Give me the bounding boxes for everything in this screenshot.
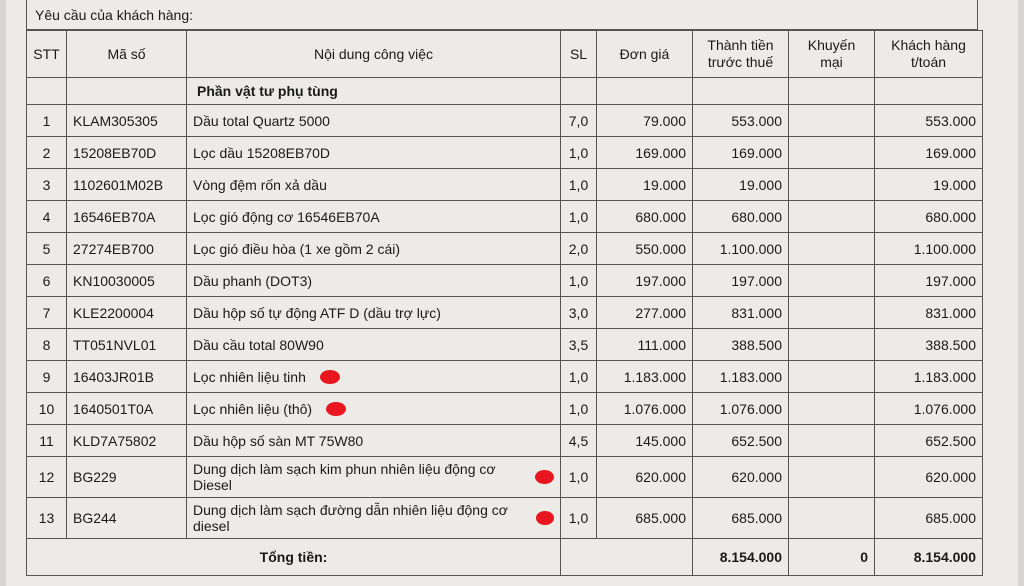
row-pretax-amount: 388.500: [693, 329, 789, 361]
row-pretax-amount: 1.076.000: [693, 393, 789, 425]
row-description-text: Dung dịch làm sạch kim phun nhiên liệu động cơ Diesel: [193, 461, 496, 493]
row-unit-price: 111.000: [597, 329, 693, 361]
row-description-text: Vòng đệm rốn xả dầu: [193, 176, 327, 193]
row-description-text: Lọc nhiên liệu (thô): [193, 400, 313, 417]
row-promotion: [789, 498, 875, 539]
row-quantity: 1,0: [561, 201, 597, 233]
row-promotion: [789, 297, 875, 329]
row-promotion: [789, 137, 875, 169]
row-promotion: [789, 265, 875, 297]
row-description: [187, 457, 561, 498]
row-code: KLAM305305: [67, 105, 187, 137]
row-unit-price: 277.000: [597, 297, 693, 329]
row-promotion: [789, 105, 875, 137]
invoice-sheet: [6, 0, 1018, 586]
row-code: TT051NVL01: [67, 329, 187, 361]
row-unit-price: 19.000: [597, 169, 693, 201]
row-code: 15208EB70D: [67, 137, 187, 169]
header-customer-pays: Khách hàng t/toán: [875, 31, 983, 78]
row-unit-price: 620.000: [597, 457, 693, 498]
header-code: Mã số: [67, 31, 187, 78]
row-description: [187, 498, 561, 539]
row-pretax-amount: 169.000: [693, 137, 789, 169]
row-stt: 11: [27, 425, 67, 457]
row-description: [187, 393, 561, 425]
total-pretax: 8.154.000: [693, 539, 789, 576]
row-customer-pays: 680.000: [875, 201, 983, 233]
table-row: [27, 393, 983, 425]
row-customer-pays: 652.500: [875, 425, 983, 457]
row-code: KLE2200004: [67, 297, 187, 329]
row-description-text: Dung dịch làm sạch đường dẫn nhiên liệu động cơ diesel: [193, 502, 508, 534]
red-marker-dot: [320, 370, 340, 384]
row-pretax-amount: 831.000: [693, 297, 789, 329]
row-pretax-amount: 553.000: [693, 105, 789, 137]
row-quantity: 2,0: [561, 233, 597, 265]
row-quantity: 3,5: [561, 329, 597, 361]
row-pretax-amount: 1.183.000: [693, 361, 789, 393]
total-promotion: 0: [789, 539, 875, 576]
row-code: 27274EB700: [67, 233, 187, 265]
row-promotion: [789, 457, 875, 498]
row-stt: 12: [27, 457, 67, 498]
row-description-text: Dầu hộp số sàn MT 75W80: [193, 432, 364, 449]
row-quantity: 1,0: [561, 137, 597, 169]
table-row: [27, 233, 983, 265]
row-code: 1102601M02B: [67, 169, 187, 201]
table-row: [27, 297, 983, 329]
row-promotion: [789, 425, 875, 457]
row-description-text: Lọc gió điều hòa (1 xe gồm 2 cái): [193, 240, 401, 257]
row-promotion: [789, 169, 875, 201]
row-customer-pays: 620.000: [875, 457, 983, 498]
row-description: [187, 169, 561, 201]
row-description-text: Dầu total Quartz 5000: [193, 112, 330, 129]
row-pretax-amount: 652.500: [693, 425, 789, 457]
parts-table: [26, 30, 983, 576]
row-pretax-amount: 19.000: [693, 169, 789, 201]
row-customer-pays: 1.100.000: [875, 233, 983, 265]
table-row: [27, 169, 983, 201]
header-unit-price: Đơn giá: [597, 31, 693, 78]
row-customer-pays: 19.000: [875, 169, 983, 201]
row-pretax-amount: 685.000: [693, 498, 789, 539]
row-description: [187, 137, 561, 169]
row-stt: 10: [27, 393, 67, 425]
row-code: KLD7A75802: [67, 425, 187, 457]
table-row: [27, 425, 983, 457]
row-description: [187, 329, 561, 361]
row-code: 16403JR01B: [67, 361, 187, 393]
row-unit-price: 685.000: [597, 498, 693, 539]
row-description: [187, 265, 561, 297]
red-marker-dot: [536, 511, 554, 525]
row-unit-price: 79.000: [597, 105, 693, 137]
row-unit-price: 1.076.000: [597, 393, 693, 425]
row-customer-pays: 1.076.000: [875, 393, 983, 425]
row-quantity: 1,0: [561, 169, 597, 201]
row-description-text: Lọc nhiên liệu tinh: [193, 368, 306, 385]
row-unit-price: 145.000: [597, 425, 693, 457]
table-row: [27, 201, 983, 233]
row-stt: 2: [27, 137, 67, 169]
row-description: [187, 105, 561, 137]
row-quantity: 4,5: [561, 425, 597, 457]
row-stt: 9: [27, 361, 67, 393]
row-unit-price: 197.000: [597, 265, 693, 297]
row-description: [187, 297, 561, 329]
row-promotion: [789, 361, 875, 393]
table-row: [27, 105, 983, 137]
table-row: [27, 457, 983, 498]
row-description: [187, 201, 561, 233]
row-stt: 6: [27, 265, 67, 297]
row-description-text: Lọc gió động cơ 16546EB70A: [193, 208, 380, 225]
table-header-row: [27, 31, 983, 78]
row-stt: 5: [27, 233, 67, 265]
row-description-text: Dầu phanh (DOT3): [193, 272, 313, 289]
row-description-text: Dầu hộp số tự động ATF D (dầu trợ lực): [193, 304, 441, 321]
table-row: [27, 137, 983, 169]
row-customer-pays: 197.000: [875, 265, 983, 297]
row-stt: 1: [27, 105, 67, 137]
red-marker-dot: [326, 402, 346, 416]
row-unit-price: 169.000: [597, 137, 693, 169]
section-title: Phần vật tư phụ tùng: [187, 78, 561, 105]
row-pretax-amount: 620.000: [693, 457, 789, 498]
row-description: [187, 233, 561, 265]
row-promotion: [789, 233, 875, 265]
row-customer-pays: 831.000: [875, 297, 983, 329]
row-stt: 8: [27, 329, 67, 361]
header-pretax-amount: Thành tiền trước thuế: [693, 31, 789, 78]
row-quantity: 1,0: [561, 361, 597, 393]
row-code: BG229: [67, 457, 187, 498]
row-description-text: Dầu cầu total 80W90: [193, 336, 324, 353]
row-customer-pays: 553.000: [875, 105, 983, 137]
row-stt: 4: [27, 201, 67, 233]
red-marker-dot: [535, 470, 554, 484]
row-customer-pays: 685.000: [875, 498, 983, 539]
row-description-text: Lọc dầu 15208EB70D: [193, 144, 330, 161]
table-row: [27, 329, 983, 361]
row-customer-pays: 169.000: [875, 137, 983, 169]
header-promotion: Khuyến mại: [789, 31, 875, 78]
row-unit-price: 550.000: [597, 233, 693, 265]
row-customer-pays: 1.183.000: [875, 361, 983, 393]
row-quantity: 3,0: [561, 297, 597, 329]
row-code: 16546EB70A: [67, 201, 187, 233]
header-description: Nội dung công việc: [187, 31, 561, 78]
row-pretax-amount: 1.100.000: [693, 233, 789, 265]
table-row: [27, 498, 983, 539]
row-code: KN10030005: [67, 265, 187, 297]
row-stt: 13: [27, 498, 67, 539]
total-label: Tổng tiền:: [27, 539, 561, 576]
row-pretax-amount: 197.000: [693, 265, 789, 297]
customer-request-label: Yêu cầu của khách hàng:: [26, 0, 978, 30]
row-stt: 3: [27, 169, 67, 201]
total-customer-pays: 8.154.000: [875, 539, 983, 576]
row-code: BG244: [67, 498, 187, 539]
table-row: [27, 265, 983, 297]
section-row: [27, 78, 983, 105]
row-unit-price: 680.000: [597, 201, 693, 233]
row-pretax-amount: 680.000: [693, 201, 789, 233]
total-row: [27, 539, 983, 576]
row-description: [187, 361, 561, 393]
row-quantity: 7,0: [561, 105, 597, 137]
row-customer-pays: 388.500: [875, 329, 983, 361]
row-quantity: 1,0: [561, 265, 597, 297]
row-description: [187, 425, 561, 457]
table-row: [27, 361, 983, 393]
row-code: 1640501T0A: [67, 393, 187, 425]
row-unit-price: 1.183.000: [597, 361, 693, 393]
header-quantity: SL: [561, 31, 597, 78]
row-quantity: 1,0: [561, 498, 597, 539]
row-stt: 7: [27, 297, 67, 329]
row-promotion: [789, 393, 875, 425]
row-quantity: 1,0: [561, 457, 597, 498]
header-stt: STT: [27, 31, 67, 78]
row-quantity: 1,0: [561, 393, 597, 425]
row-promotion: [789, 329, 875, 361]
row-promotion: [789, 201, 875, 233]
